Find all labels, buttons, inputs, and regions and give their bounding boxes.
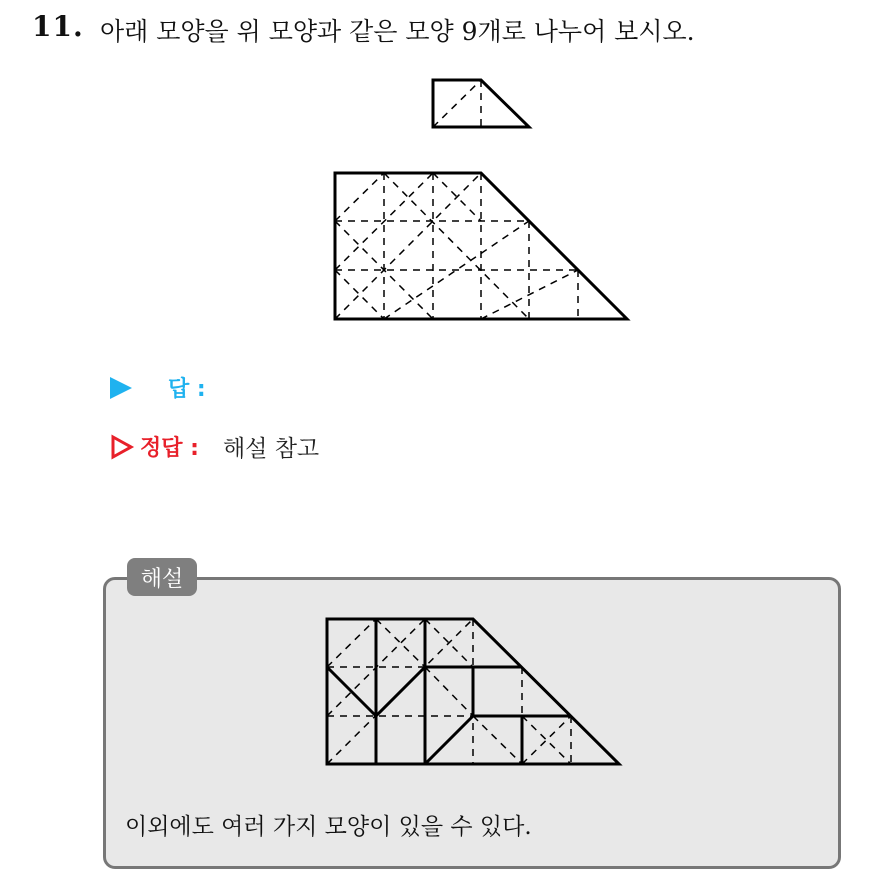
correct-answer-row [110,430,319,463]
question-number: 11. [32,10,84,43]
explanation-tag: 해설 [127,558,197,596]
large-trapezoid [335,173,627,319]
answer-label: 답 : [168,377,206,402]
answer-row [110,372,206,403]
correct-answer-value: 해설 참고 [222,436,320,462]
play-triangle-outline-icon [110,434,134,460]
play-triangle-filled-icon [110,377,132,399]
explanation-text: 이외에도 여러 가지 모양이 있을 수 있다. [125,814,532,840]
correct-answer-label: 정답 : [140,436,199,461]
small-trapezoid [433,80,529,127]
question-text: 아래 모양을 위 모양과 같은 모양 9개로 나누어 보시오. [100,17,695,46]
